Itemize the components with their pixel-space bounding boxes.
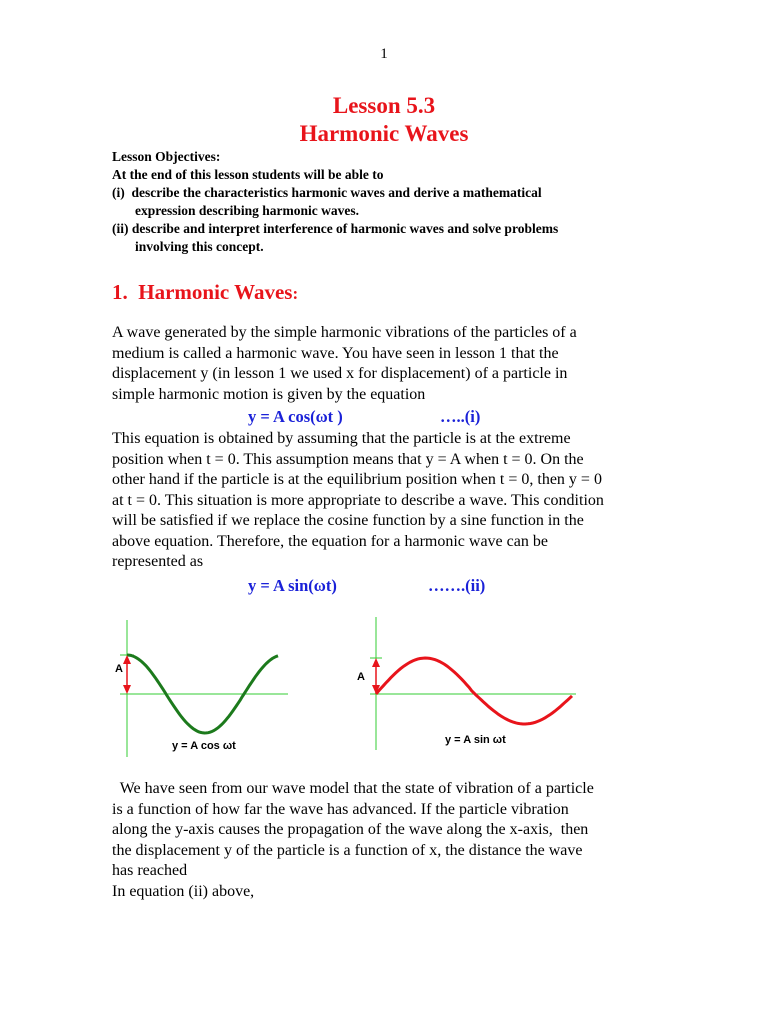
para2-line: This equation is obtained by assuming that the particle is at the extreme [112, 430, 571, 447]
section-heading-text: 1. Harmonic Waves [112, 280, 293, 304]
lesson-title [0, 92, 768, 148]
para1-line: A wave generated by the simple harmonic vibrations of the particles of a [112, 324, 577, 341]
objective-2: (ii) describe and interpret interference of harmonic waves and solve problems [112, 221, 559, 236]
page-number: 1 [380, 46, 388, 62]
paragraph-2 [112, 429, 672, 573]
equation-1-expression: y = A cos(ωt ) [248, 407, 343, 426]
para2-line: position when t = 0. This assumption means that y = A when t = 0. On the [112, 450, 584, 468]
para2-line: above equation. Therefore, the equation for a harmonic wave can be [112, 532, 548, 550]
objectives-heading: Lesson Objectives: [112, 149, 221, 164]
sin-amplitude-arrow-up [372, 658, 380, 667]
paragraph-1 [112, 323, 672, 405]
para3-line: the displacement y of the particle is a function of x, the distance the wave [112, 841, 583, 859]
para1-line: simple harmonic motion is given by the equation [112, 385, 426, 403]
para2-line: at t = 0. This situation is more appropriate to describe a wave. This condition [112, 491, 604, 509]
sine-curve [376, 658, 572, 724]
para3-line: We have seen from our wave model that the state of vibration of a particle [112, 780, 594, 797]
equation-2-expression: y = A sin(ωt) [248, 576, 337, 595]
lesson-name: Harmonic Waves [299, 121, 469, 146]
objective-1-cont: expression describing harmonic waves. [135, 203, 360, 218]
para1-line: displacement y (in lesson 1 we used x for displacement) of a particle in [112, 365, 568, 382]
para1-line: medium is called a harmonic wave. You have seen in lesson 1 that the [112, 344, 559, 362]
para3-line: is a function of how far the wave has advanced. If the particle vibration [112, 800, 569, 818]
sin-caption: y = A sin ωt [445, 734, 506, 746]
cos-amplitude-label: A [115, 663, 123, 675]
cos-amplitude-arrow-down [123, 685, 131, 694]
para3-line: has reached [112, 862, 188, 879]
sine-wave-figure [357, 617, 576, 750]
objectives-intro: At the end of this lesson students will be able to [112, 167, 384, 182]
equation-1-label: …..(i) [440, 407, 481, 426]
paragraph-3 [112, 779, 672, 902]
cosine-wave-figure [115, 620, 288, 757]
lesson-objectives [112, 148, 672, 256]
section-heading-colon: : [292, 284, 299, 303]
section-heading-harmonic-waves [112, 280, 298, 305]
para2-line: will be satisfied if we replace the cosine function by a sine function in the [112, 512, 584, 529]
para3-line: along the y-axis causes the propagation of the wave along the x-axis, then [112, 821, 589, 838]
para3-line: In equation (ii) above, [112, 882, 255, 900]
para2-line: other hand if the particle is at the equilibrium position when t = 0, then y = 0 [112, 471, 602, 488]
wave-figures [110, 612, 590, 762]
equation-2-label: …….(ii) [428, 576, 486, 595]
para2-line: represented as [112, 553, 204, 570]
lesson-number: Lesson 5.3 [332, 93, 436, 118]
objective-1: (i) describe the characteristics harmonic waves and derive a mathematical [112, 185, 542, 200]
sin-amplitude-label: A [357, 671, 365, 683]
objective-2-cont: involving this concept. [135, 239, 264, 254]
cos-caption: y = A cos ωt [172, 740, 236, 752]
